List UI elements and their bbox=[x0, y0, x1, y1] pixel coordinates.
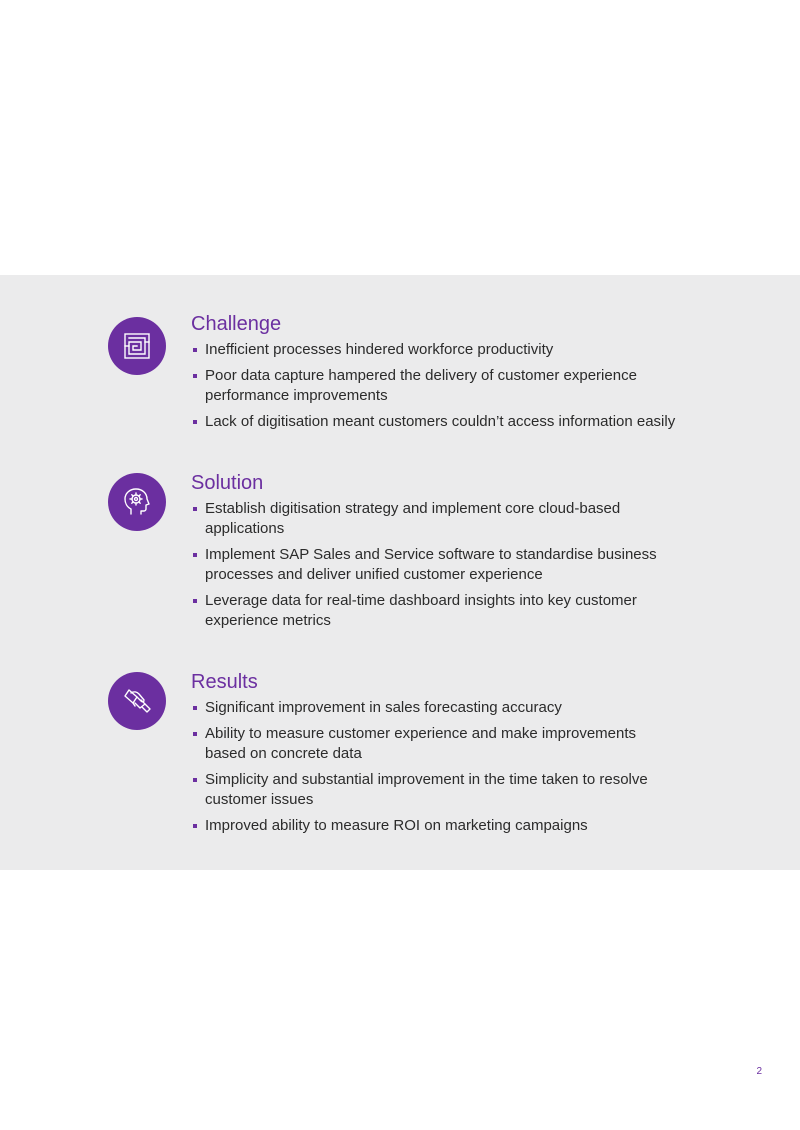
results-heading: Results bbox=[191, 671, 258, 693]
challenge-heading: Challenge bbox=[191, 313, 282, 335]
list-item: Leverage data for real-time dashboard insights into key customer experience metrics bbox=[191, 591, 681, 631]
page-number: 2 bbox=[756, 1066, 762, 1077]
list-item: Implement SAP Sales and Service software to standardise business processes and deliver unified customer experience bbox=[191, 545, 681, 585]
challenge-list bbox=[191, 340, 681, 438]
list-item: Significant improvement in sales forecasting accuracy bbox=[191, 698, 681, 718]
list-item: Lack of digitisation meant customers couldn’t access information easily bbox=[191, 412, 681, 432]
list-item: Ability to measure customer experience and make improvements based on concrete data bbox=[191, 724, 681, 764]
head-gear-icon bbox=[108, 473, 166, 531]
list-item: Establish digitisation strategy and implement core cloud-based applications bbox=[191, 499, 681, 539]
list-item: Improved ability to measure ROI on marketing campaigns bbox=[191, 816, 681, 836]
content-panel bbox=[0, 275, 800, 870]
results-list bbox=[191, 698, 681, 842]
list-item: Poor data capture hampered the delivery of customer experience performance improvements bbox=[191, 366, 681, 406]
handshake-icon bbox=[108, 672, 166, 730]
list-item: Inefficient processes hindered workforce productivity bbox=[191, 340, 681, 360]
solution-list bbox=[191, 499, 681, 637]
solution-heading: Solution bbox=[191, 472, 264, 494]
maze-icon bbox=[108, 317, 166, 375]
list-item: Simplicity and substantial improvement in the time taken to resolve customer issues bbox=[191, 770, 681, 810]
